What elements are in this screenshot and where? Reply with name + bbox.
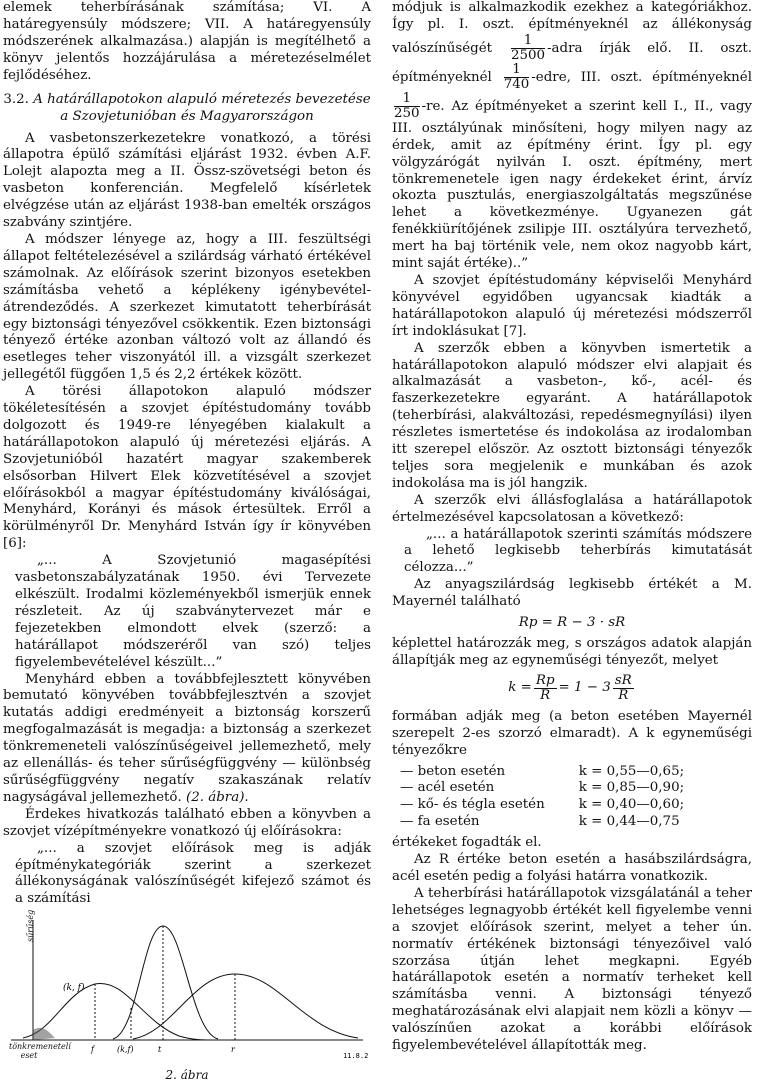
left-column [3,0,371,1083]
tick-label-3: r [231,1045,235,1055]
tick-label-2: t [158,1045,162,1055]
right-para-0a: módjuk is alkalmazkodik ezekhez a kategóriákhoz. Így pl. I. oszt. építményeknél az állékonyság valószínűségét [392,0,752,56]
left-para-0: elemek teherbírásának számítása; VI. A határegyensúly módszere; VII. A határegyensúly módszerének alkalmazása.) alapján is megítélhető a könyv jelentős hozzájárulása a méretezéselmélet fejlődéséhez. [3,0,371,83]
left-para-3: A törési állapotokon alapuló módszer tökéletesítésén a szovjet építéstudomány tovább dolgozott és 1949-re lényegében kialakult a határállapotokon alapuló új méretezési eljárás. A Szovjetunióból hazatért magyar szakemberek elsősorban Hilvert Elek közvetítésével a szovjet előírásokból a magyar építéstudomány kiválóságai, Menyhárd, Korányi és mások értesültek. Erről a körülményről Dr. Menyhárd István így ír könyvében [6]: [3,384,371,552]
tick-label-1: (k,f) [117,1045,134,1055]
eq2-frac-1 [534,674,557,703]
fraction-3-den: 250 [394,105,420,121]
table-row [400,814,690,831]
eq2-k: k = [508,679,532,695]
fraction-3-num: 1 [394,92,420,107]
right-para-9: A teherbírási határállapotok vizsgálatánál a teher lehetséges legnagyobb értékét kell figyelembe venni a szovjet előírások szerint, melyet a teher ún. normatív értékének biztonsági tényezőivel való szorzása útján lehet megkapni. Egyéb határállapotok esetén a normatív terheket kell számításba venni. A biztonsági tényező meghatározásának elvi alapjait nem közli a könyv — valószínűen azokat a korábbi előírások figyelembevételével állapították meg. [392,885,752,1054]
right-para-0d: -re. Az építményeket a szerint kell I., II., vagy III. osztályúnak minősíteni, hogy milyen nagy az érdek, amit az építmény érint. Így pl. egy völgyzárógát nyilván I. oszt. építmény, mert tönkremenetele igen nagy érdekeket érint, árvíz okozta pusztulás, energiaszolgáltatás megszűnése lehet a következménye. Ugyanezen gát fenékkiürítőjének zsilipje III. osztályúra tervezhető, mert ha baj történik vele, nem okoz nagyobb kárt, mint saját értéke)..” [392,98,752,272]
right-para-0b: -adra írják elő. II. oszt. építményeknél [392,40,752,85]
k-values-table [400,764,690,832]
eq2-num2: sR [614,672,632,688]
right-column [392,0,752,1055]
tick-label-0: f [91,1045,94,1055]
eq2-den1: R [540,687,551,703]
k-value: k = 0,85—0,90; [578,780,685,796]
fraction-2-num: 1 [504,63,530,78]
k-value: k = 0,40—0,60; [578,797,685,813]
failure-case-label: tönkremenetelí eset [9,1042,71,1061]
figure-code: 11.8.2 [343,1052,369,1061]
k-label: — kő- és tégla esetén [400,797,545,813]
y-axis-label: sűrűség [26,910,35,943]
right-para-0 [392,0,752,273]
fraction-1-den: 2500 [510,47,546,63]
right-para-4: Az anyagszilárdság legkisebb értékét a M. Mayernél található [392,577,752,610]
right-quote-1: „... a határállapotok szerinti számítás módszere a lehető legkisebb teherbírás kimutatását célozza...” [404,526,752,576]
density-curves-figure [3,912,371,1062]
right-para-2: A szerzők ebben a könyvben ismertetik a határállapotokon alapuló módszer elvi alapjait és alkalmazását a vasbeton-, kő-, acél- és faszerkezetekre egyaránt. A határállapotok (teherbírási, alakváltozási, repedésmegnyílási) ilyen részletes ismertetése és indokolása az irodalomban itt szerepel először. Az osztott biztonsági tényezők teljes sora megjelenik e munkában és azok indokolása ma is jól hangzik. [392,340,752,491]
fraction-3 [394,92,420,121]
left-para-1: A vasbetonszerkezetekre vonatkozó, a törési állapotra épülő számítási eljárást 1932. évben A.F. Lolejt alapozta meg a II. Össz-szövetségi beton és vasbeton konferencián. Megfelelő kísérletek elvégzése után az eljárást 1938-ban emelték országos szabvány szintjére. [3,130,371,231]
fig-ref: (2. ábra). [186,789,249,805]
right-para-7: értékeket fogadták el. [392,835,542,851]
right-para-3: A szerzők elvi állásfoglalása a határállapotok értelmezésével kapcsolatosan a következő: [392,492,752,525]
failure-region [33,1028,55,1040]
figure-2 [3,910,371,1083]
fraction-1 [511,34,545,63]
right-para-0c: -edre, III. oszt. építményeknél [531,69,753,85]
right-para-6: formában adják meg (a beton esetében Mayernél szerepelt 2-es szorzó elmaradt). A k egyneműségi tényezőkre [392,708,752,758]
k-label: — fa esetén [400,814,480,830]
table-row [400,764,690,781]
fraction-2-den: 740 [503,76,530,92]
k-label: — acél esetén [400,780,495,796]
left-para-2: A módszer lényege az, hogy a III. feszültségi állapot feltételezésével a szilárdság várható értékével számolnak. Az előírások szerint bizonyos esetekben számításba vehető a képlékeny igénybevétel-átrendeződés. A szerkezet kimutatott teherbírását egy biztonsági tényezővel csökkentik. Ezen biztonsági tényező értéke azonban változó volt az állandó és esetleges teher viszonyától ill. a vizsgált szerkezet jellegétől függően 1,5 és 2,2 értékek között. [3,231,371,383]
eq2-num1: Rp [535,672,555,688]
figure-caption: 2. ábra [165,1068,209,1083]
difference-density-curve [23,984,213,1041]
equation-2 [392,674,752,703]
eq2-frac-2 [613,674,634,703]
load-density-curve [113,926,218,1039]
eq2-den2: R [618,687,629,703]
left-para-4-text: Menyhárd ebben a továbbfejlesztett könyvében bemutató könyvében továbbfejlesztvén a szovjet kutatás addigi eredményeit a biztonság korszerű megfogalmazását is megadja: a biztonság a szerkezet tönkremeneteli valószínűségeivel jellemezhető, mely az ellenállás- és teher sűrűségfüggvény — különbség sűrűségfüggvény negatív szakaszának relatív nagyságával jellemezhető. [3,671,371,805]
eq2-mid: = 1 − 3 [558,679,611,695]
k-label: — beton esetén [400,763,506,779]
table-row [400,780,690,797]
left-quote-2: „... a szovjet előírások meg is adják építménykategóriák szerint a szerkezet állékonyságának valószínűségét kifejező számot és a számítási [15,840,371,907]
right-para-8: Az R értéke beton esetén a hasábszilárdságra, acél esetén pedig a folyási határra vonatkozik. [392,852,752,884]
fraction-1-num: 1 [511,34,545,49]
table-row [400,797,690,814]
section-heading [3,91,371,125]
left-para-5: Érdekes hivatkozás található ebben a könyvben a szovjet vízépítményekre vonatkozó új előírásokra: [3,806,371,839]
left-para-4 [3,672,371,807]
equation-1: Rp = R − 3 · sR [518,615,626,631]
right-para-1: A szovjet építéstudomány képviselői Menyhárd könyvével egyidőben ugyancsak kiadták a határállapotokon alapuló új méretezési módszerről írt indoklásukat [7]. [392,272,752,339]
section-title: A határállapotokon alapuló méretezés bevezetése a Szovjetunióban és Magyarországon [33,91,371,124]
fraction-2 [504,63,530,92]
right-para-5: képlettel határozzák meg, s országos adatok alapján állapítják meg az egyneműségi tényezőt, melyet [392,636,752,668]
curve-label-diff: (k, f) [63,983,85,994]
left-quote-1: „... A Szovjetunió magasépítési vasbetonszabályzatának 1950. évi Tervezete elkészült. Irodalmi közleményekből ismerjük ennek részleteit. Az új szabványtervezet már e fejezetekben elmondott elvek (szerző: a határállapot módszeréről van szó) teljes figyelembevételével készült...” [15,553,371,670]
k-value: k = 0,55—0,65; [578,763,685,779]
k-value: k = 0,44—0,75 [578,814,680,830]
section-number: 3.2. [3,91,29,107]
